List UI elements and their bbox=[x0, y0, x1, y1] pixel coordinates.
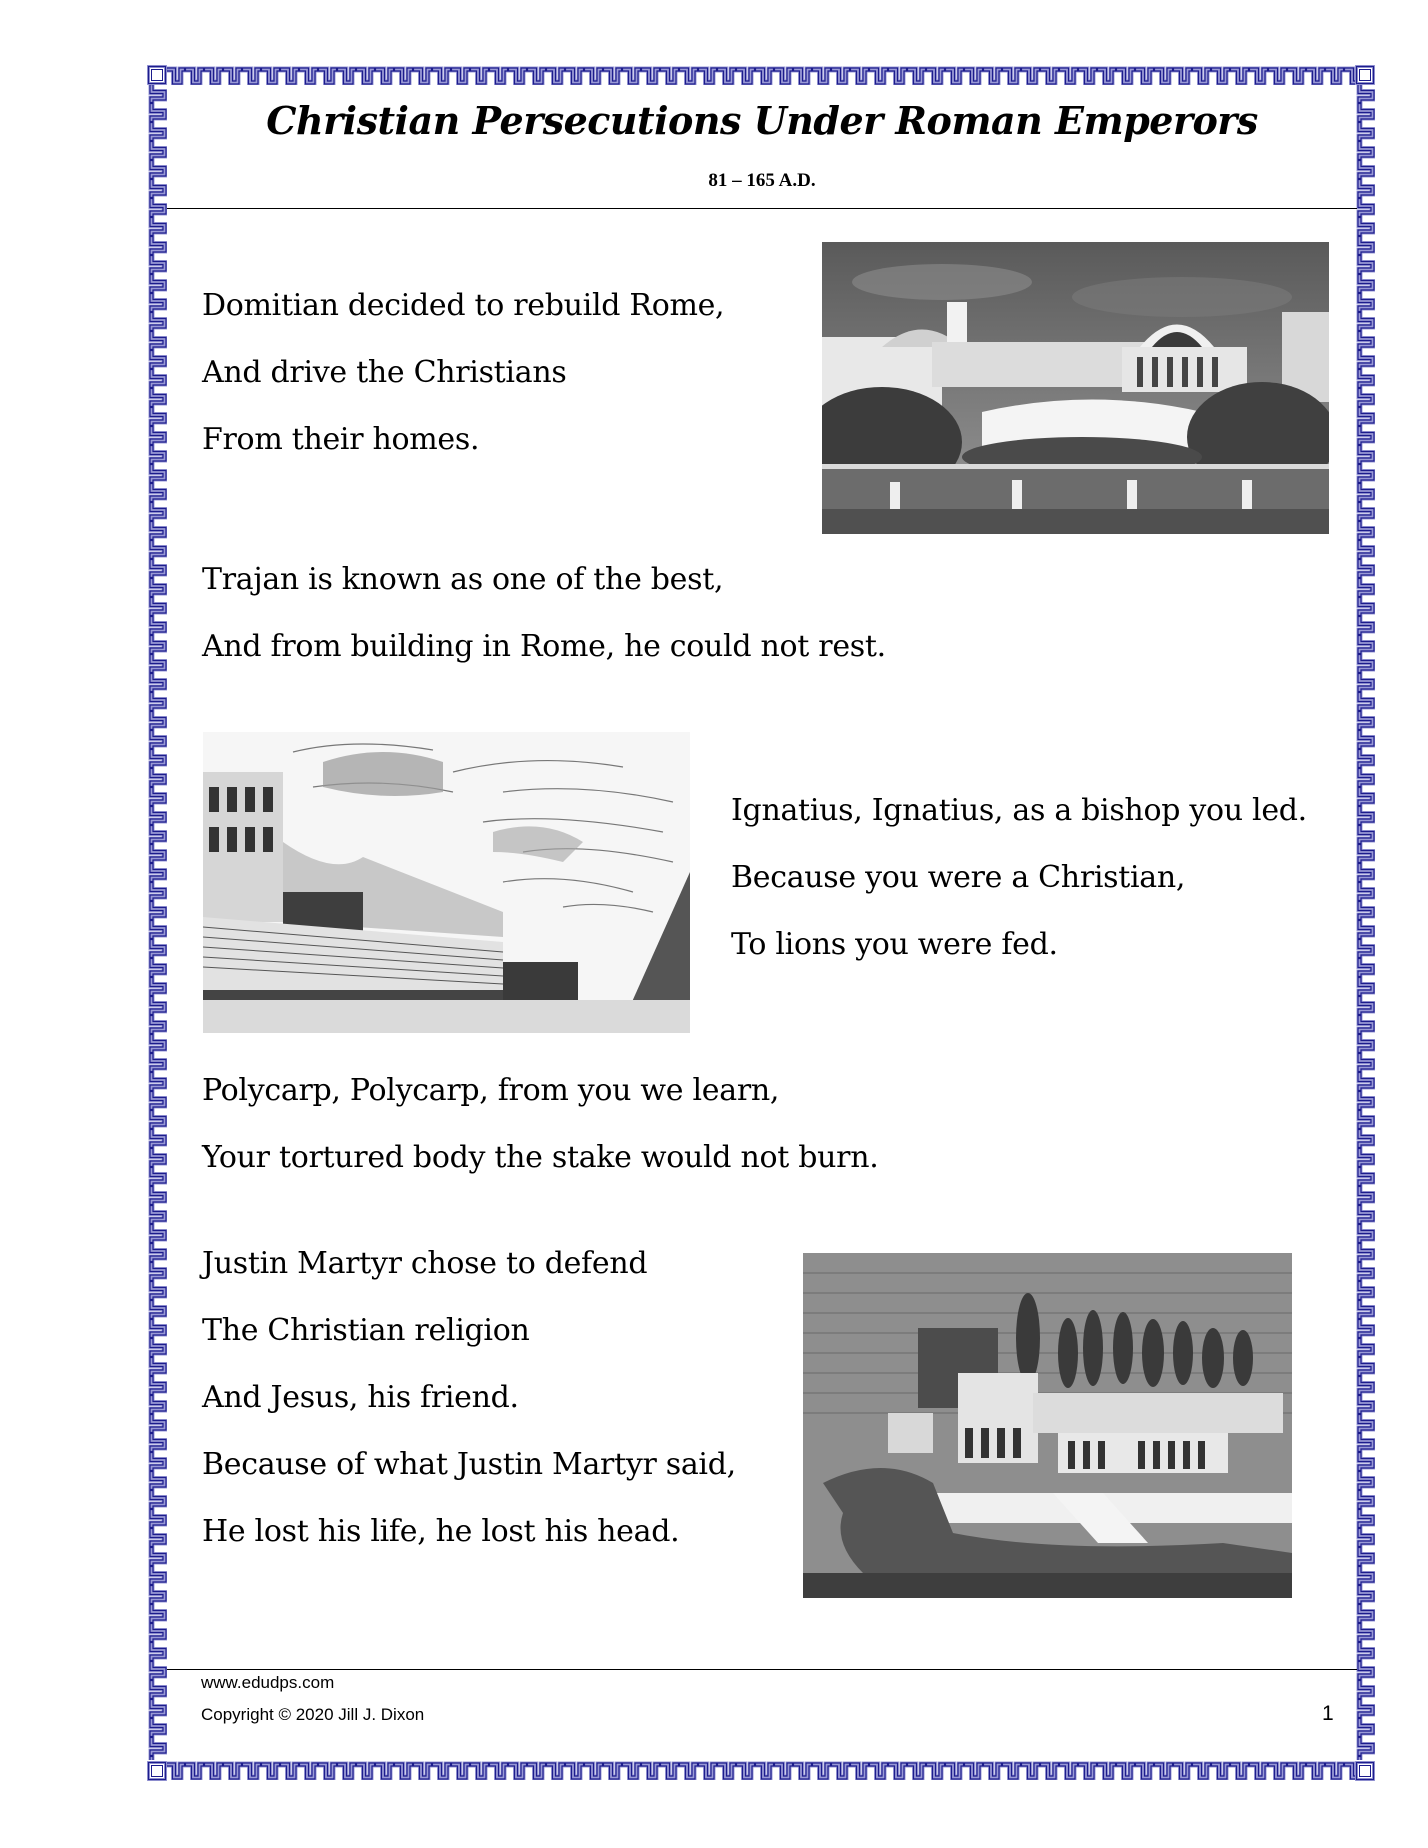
stanza-domitian bbox=[202, 272, 724, 473]
stanza-justin-martyr bbox=[202, 1230, 736, 1565]
verse-line: Justin Martyr chose to defend bbox=[202, 1246, 648, 1281]
copyright-notice: Copyright © 2020 Jill J. Dixon bbox=[201, 1705, 425, 1724]
verse-line: From their homes. bbox=[202, 422, 480, 457]
stanza-polycarp bbox=[202, 1057, 878, 1191]
verse-line: And drive the Christians bbox=[202, 355, 567, 390]
verse-line: Trajan is known as one of the best, bbox=[202, 562, 724, 597]
verse-line: And Jesus, his friend. bbox=[202, 1380, 519, 1415]
verse-line: Domitian decided to rebuild Rome, bbox=[202, 288, 725, 323]
verse-line: He lost his life, he lost his head. bbox=[202, 1514, 680, 1549]
verse-line: Polycarp, Polycarp, from you we learn, bbox=[202, 1073, 780, 1108]
island-villa-engraving bbox=[803, 1253, 1292, 1598]
verse-line: Because of what Justin Martyr said, bbox=[202, 1447, 736, 1482]
header-divider bbox=[167, 208, 1357, 209]
website-link[interactable]: www.edudps.com bbox=[201, 1673, 335, 1692]
verse-line: To lions you were fed. bbox=[731, 927, 1058, 962]
stanza-trajan bbox=[202, 546, 886, 680]
footer-divider bbox=[167, 1669, 1357, 1670]
verse-line: Your tortured body the stake would not burn. bbox=[202, 1140, 879, 1175]
stanza-ignatius bbox=[731, 777, 1307, 978]
circus-stadium-engraving bbox=[203, 732, 690, 1033]
page-title: Christian Persecutions Under Roman Emperors bbox=[266, 98, 1258, 143]
verse-line: Because you were a Christian, bbox=[731, 860, 1186, 895]
roman-palace-engraving bbox=[822, 242, 1329, 534]
date-range-subtitle: 81 – 165 A.D. bbox=[708, 170, 816, 191]
verse-line: And from building in Rome, he could not rest. bbox=[202, 629, 886, 664]
page-number: 1 bbox=[1322, 1702, 1334, 1725]
verse-line: Ignatius, Ignatius, as a bishop you led. bbox=[731, 793, 1307, 828]
verse-line: The Christian religion bbox=[202, 1313, 530, 1348]
